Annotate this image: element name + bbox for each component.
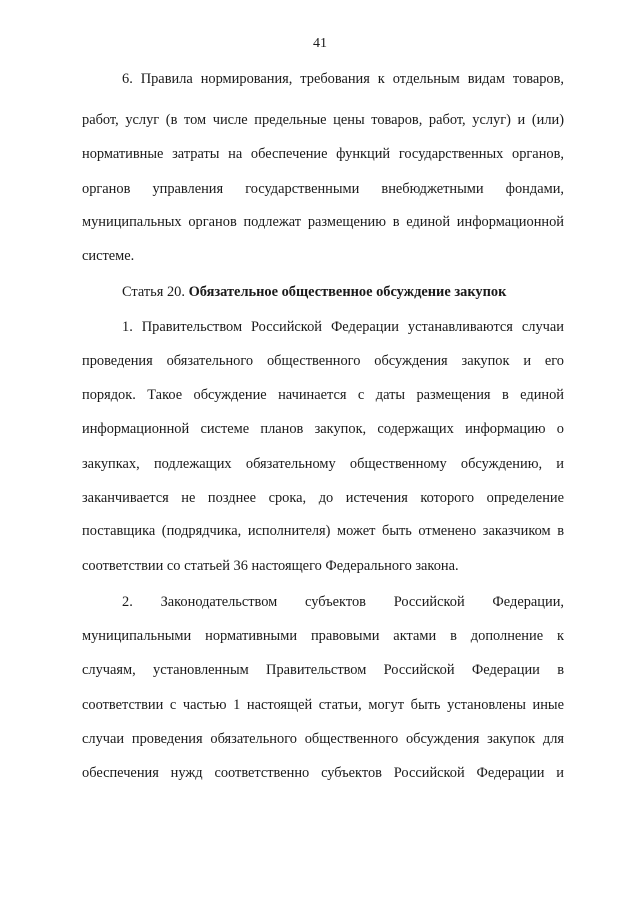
text-line: проведения обязательного общественного обсуждения закупок и его: [82, 353, 564, 369]
article-heading: [122, 283, 564, 301]
text-line: порядок. Такое обсуждение начинается с даты размещения в единой: [82, 387, 564, 403]
text-line: соответствии с частью 1 настоящей статьи, могут быть установлены иные: [82, 697, 564, 713]
text-line: органов управления государственными внебюджетными фондами,: [82, 181, 564, 197]
text-line: закупках, подлежащих обязательному общественному обсуждению, и: [82, 456, 564, 472]
text-line: 6. Правила нормирования, требования к отдельным видам товаров,: [122, 71, 564, 87]
article-number: Статья 20.: [122, 284, 185, 300]
page-number: 41: [313, 36, 327, 51]
text-line: 2. Законодательством субъектов Российской Федерации,: [122, 594, 564, 610]
text-line: поставщика (подрядчика, исполнителя) может быть отменено заказчиком в: [82, 523, 564, 539]
text-line: системе.: [82, 248, 135, 264]
text-line: работ, услуг (в том числе предельные цены товаров, работ, услуг) и (или): [82, 112, 564, 128]
text-line: муниципальных органов подлежат размещению в единой информационной: [82, 214, 564, 230]
text-line: информационной системе планов закупок, содержащих информацию о: [82, 421, 564, 437]
text-line: обеспечения нужд соответственно субъектов Российской Федерации и: [82, 765, 564, 781]
text-line: муниципальными нормативными правовыми актами в дополнение к: [82, 628, 564, 644]
text-line: нормативные затраты на обеспечение функций государственных органов,: [82, 146, 564, 162]
text-line: случаям, установленным Правительством Российской Федерации в: [82, 662, 564, 678]
text-line: заканчивается не позднее срока, до истечения которого определение: [82, 490, 564, 506]
text-line: 1. Правительством Российской Федерации устанавливаются случаи: [122, 319, 564, 335]
article-title: Обязательное общественное обсуждение закупок: [188, 284, 507, 300]
text-line: случаи проведения обязательного общественного обсуждения закупок для: [82, 731, 564, 747]
text-line: соответствии со статьей 36 настоящего Федерального закона.: [82, 558, 459, 574]
